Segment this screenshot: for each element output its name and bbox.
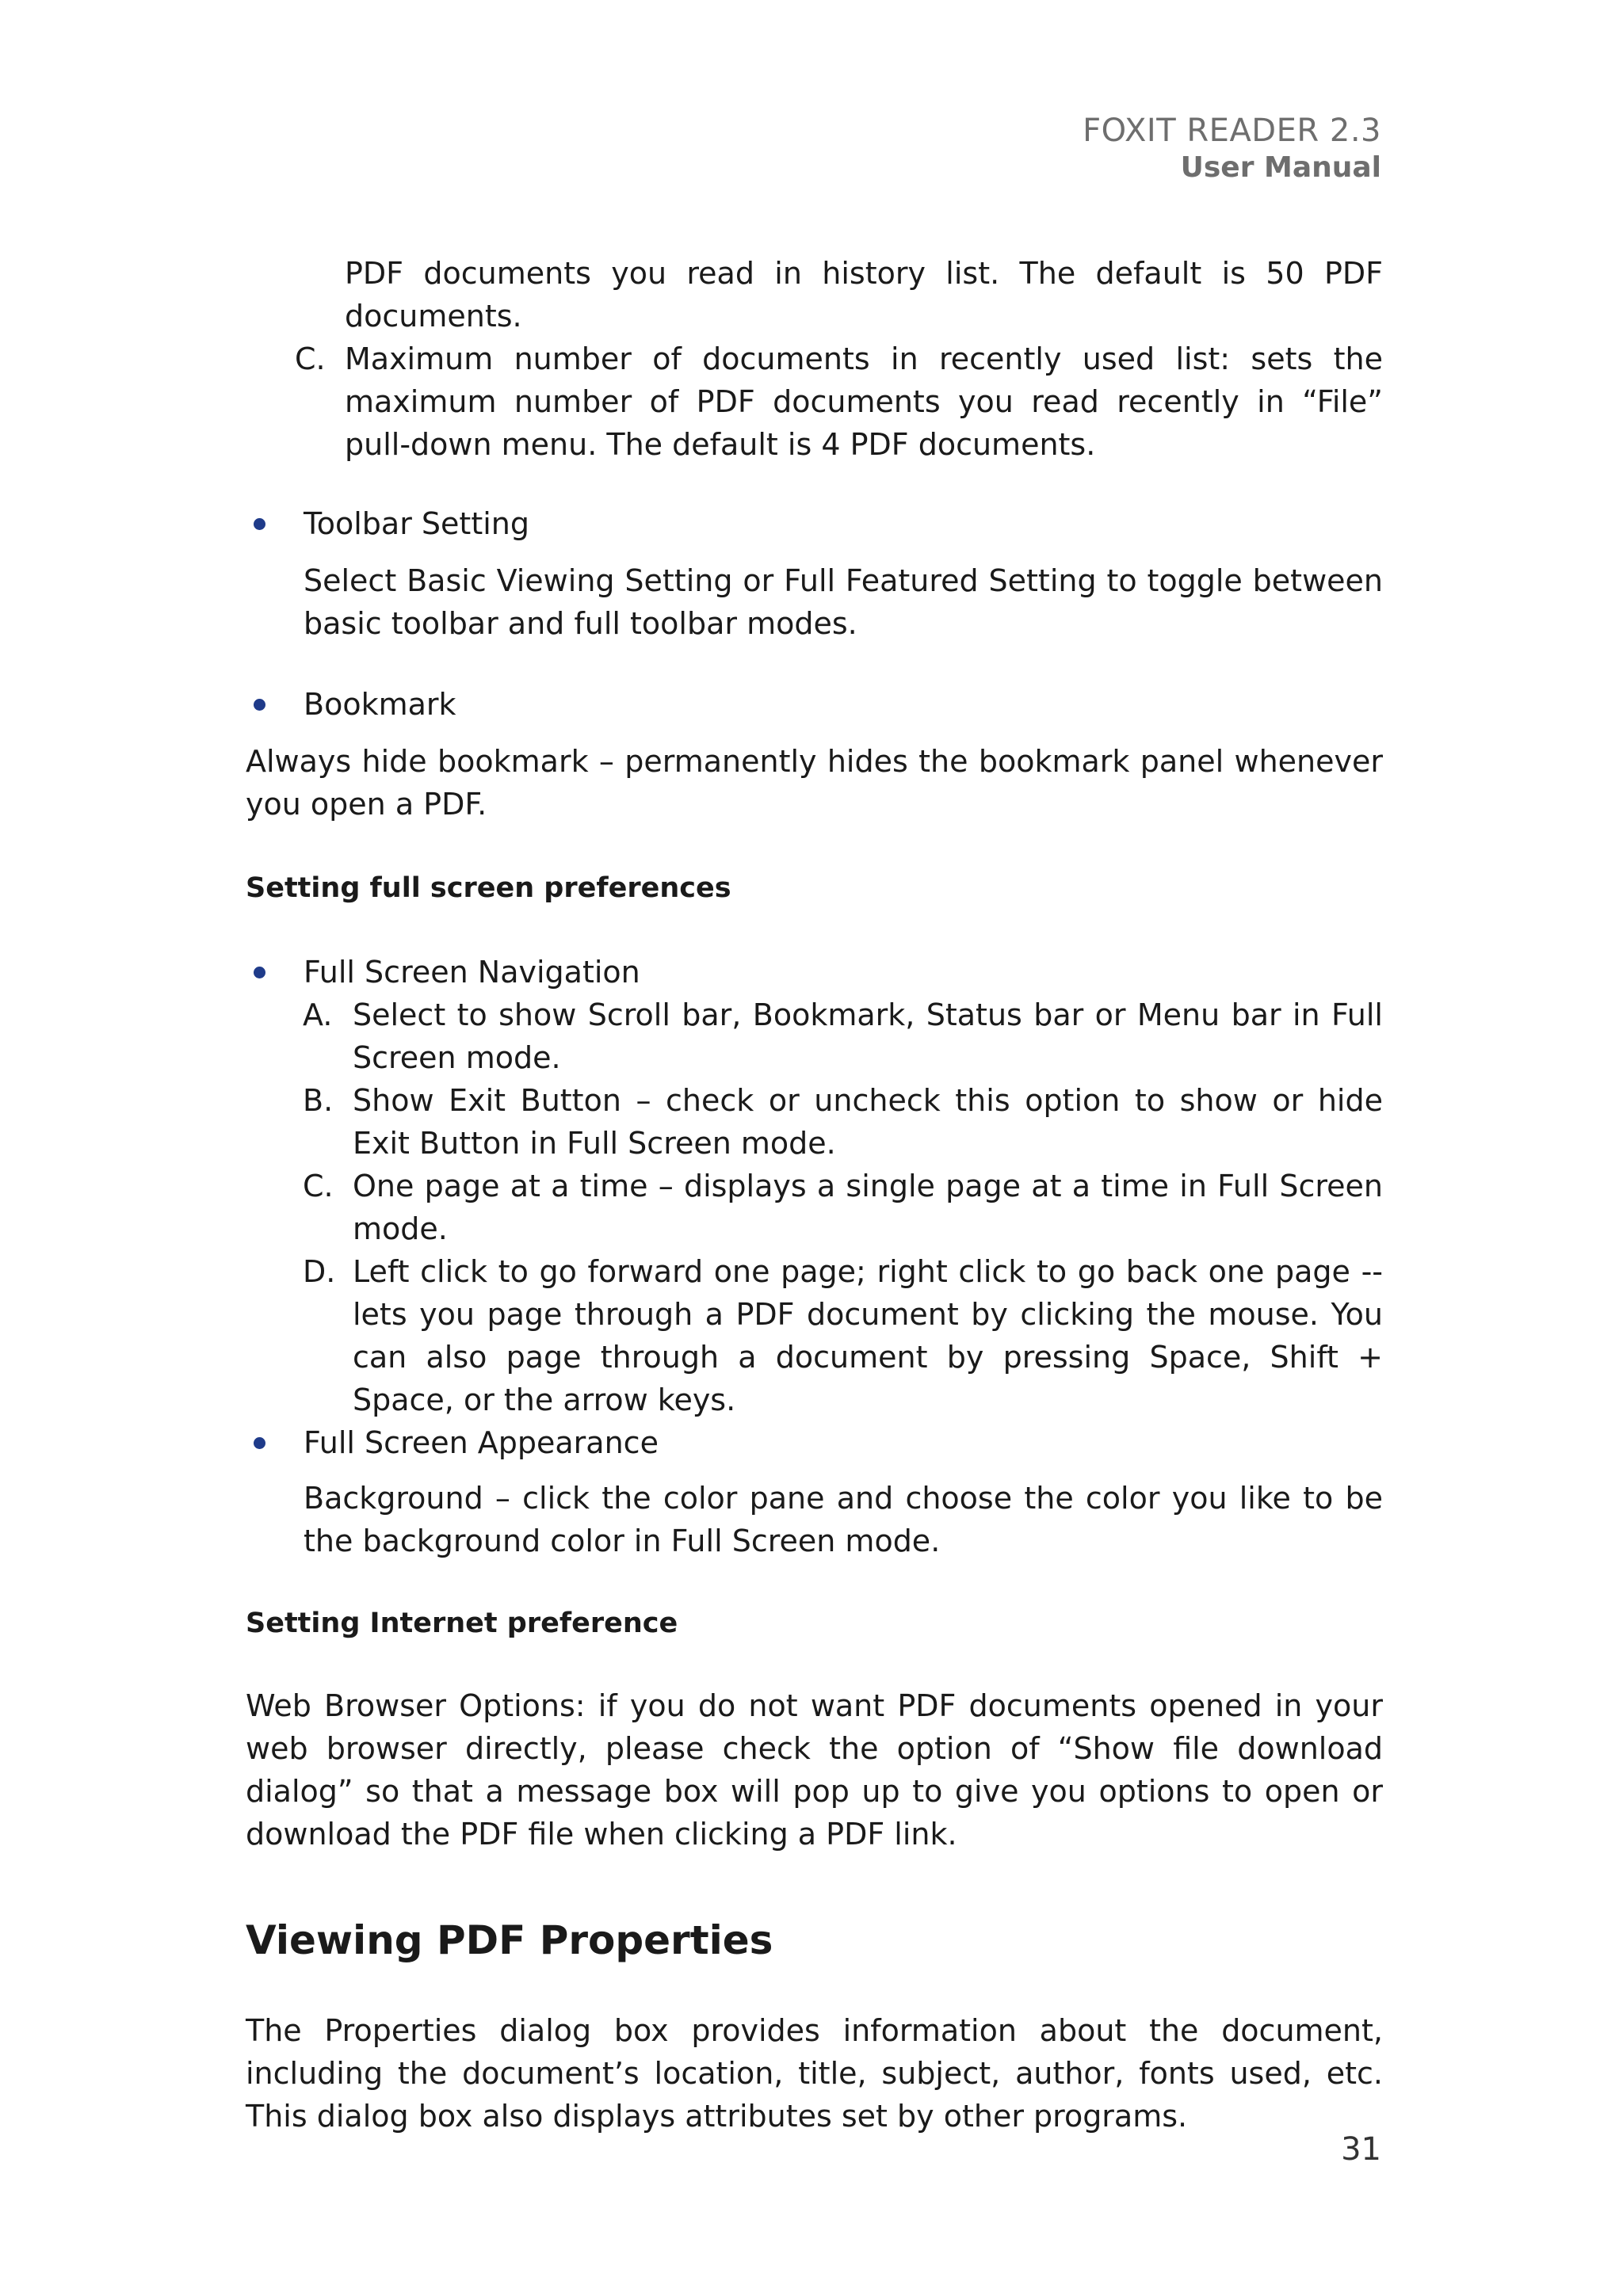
list-marker: D. (303, 1254, 336, 1289)
list-item-b (246, 1079, 1383, 1165)
toolbar-setting-title: Toolbar Setting (304, 506, 529, 541)
list-item-text: Select to show Scroll bar, Bookmark, Status bar or Menu bar in Full Screen mode. (353, 997, 1383, 1075)
list-item-text: Maximum number of documents in recently used list: sets the maximum number of PDF documents you read recently in “File” pull-down menu. The default is 4 PDF documents. (345, 341, 1383, 462)
fullscreen-appearance-text: Background – click the color pane and choose the color you like to be the background color in Full Screen mode. (304, 1481, 1383, 1558)
page-number: 31 (1341, 2131, 1381, 2168)
list-marker: A. (303, 997, 333, 1032)
list-item-text: One page at a time – displays a single page at a time in Full Screen mode. (353, 1169, 1383, 1246)
list-marker: C. (303, 1169, 334, 1203)
fullscreen-heading: Setting full screen preferences (246, 872, 731, 904)
page-header (1083, 111, 1381, 185)
list-item-c (246, 338, 1383, 466)
fullscreen-appearance-section (246, 1421, 1383, 1562)
list-item-d (246, 1250, 1383, 1421)
toolbar-setting-text: Select Basic Viewing Setting or Full Featured Setting to toggle between basic toolbar and full toolbar modes. (304, 563, 1383, 641)
list-marker: B. (303, 1083, 334, 1118)
internet-text: Web Browser Options: if you do not want PDF documents opened in your web browser directly, please check the option of “Show file download dialog” so that a message box will pop up to give you options to open or download the PDF file when clicking a PDF link. (246, 1688, 1383, 1852)
header-product-title: FOXIT READER 2.3 (1083, 113, 1381, 149)
list-item-text: Left click to go forward one page; right click to go back one page -- lets you page through a PDF document by clicking the mouse. You can also page through a document by pressing Space, Shift + Space, or the arrow keys. (353, 1254, 1383, 1417)
fullscreen-nav-title: Full Screen Navigation (304, 955, 640, 990)
properties-heading: Viewing PDF Properties (246, 1917, 773, 1963)
header-manual-label: User Manual (1180, 151, 1381, 184)
internet-heading: Setting Internet preference (246, 1608, 678, 1639)
bullet-dot-icon (254, 699, 265, 711)
page-content (246, 252, 1383, 2138)
bookmark-text: Always hide bookmark – permanently hides the bookmark panel whenever you open a PDF. (246, 744, 1383, 822)
list-item-c (246, 1165, 1383, 1250)
fullscreen-navigation-section (246, 951, 1383, 1421)
fullscreen-appearance-title: Full Screen Appearance (304, 1425, 659, 1460)
continued-line: PDF documents you read in history list. The default is 50 PDF documents. (345, 256, 1383, 334)
bullet-dot-icon (254, 1437, 265, 1449)
list-item-text: Show Exit Button – check or uncheck this option to show or hide Exit Button in Full Screen mode. (353, 1083, 1383, 1161)
bookmark-section (246, 683, 1383, 826)
list-marker: C. (295, 341, 326, 376)
bookmark-title: Bookmark (304, 687, 456, 722)
toolbar-setting-section (246, 502, 1383, 645)
properties-text: The Properties dialog box provides information about the document, including the document’s location, title, subject, author, fonts used, etc. This dialog box also displays attributes set by other programs. (246, 2013, 1383, 2134)
list-item-a (246, 994, 1383, 1079)
bullet-dot-icon (254, 518, 265, 530)
bullet-dot-icon (254, 967, 265, 978)
